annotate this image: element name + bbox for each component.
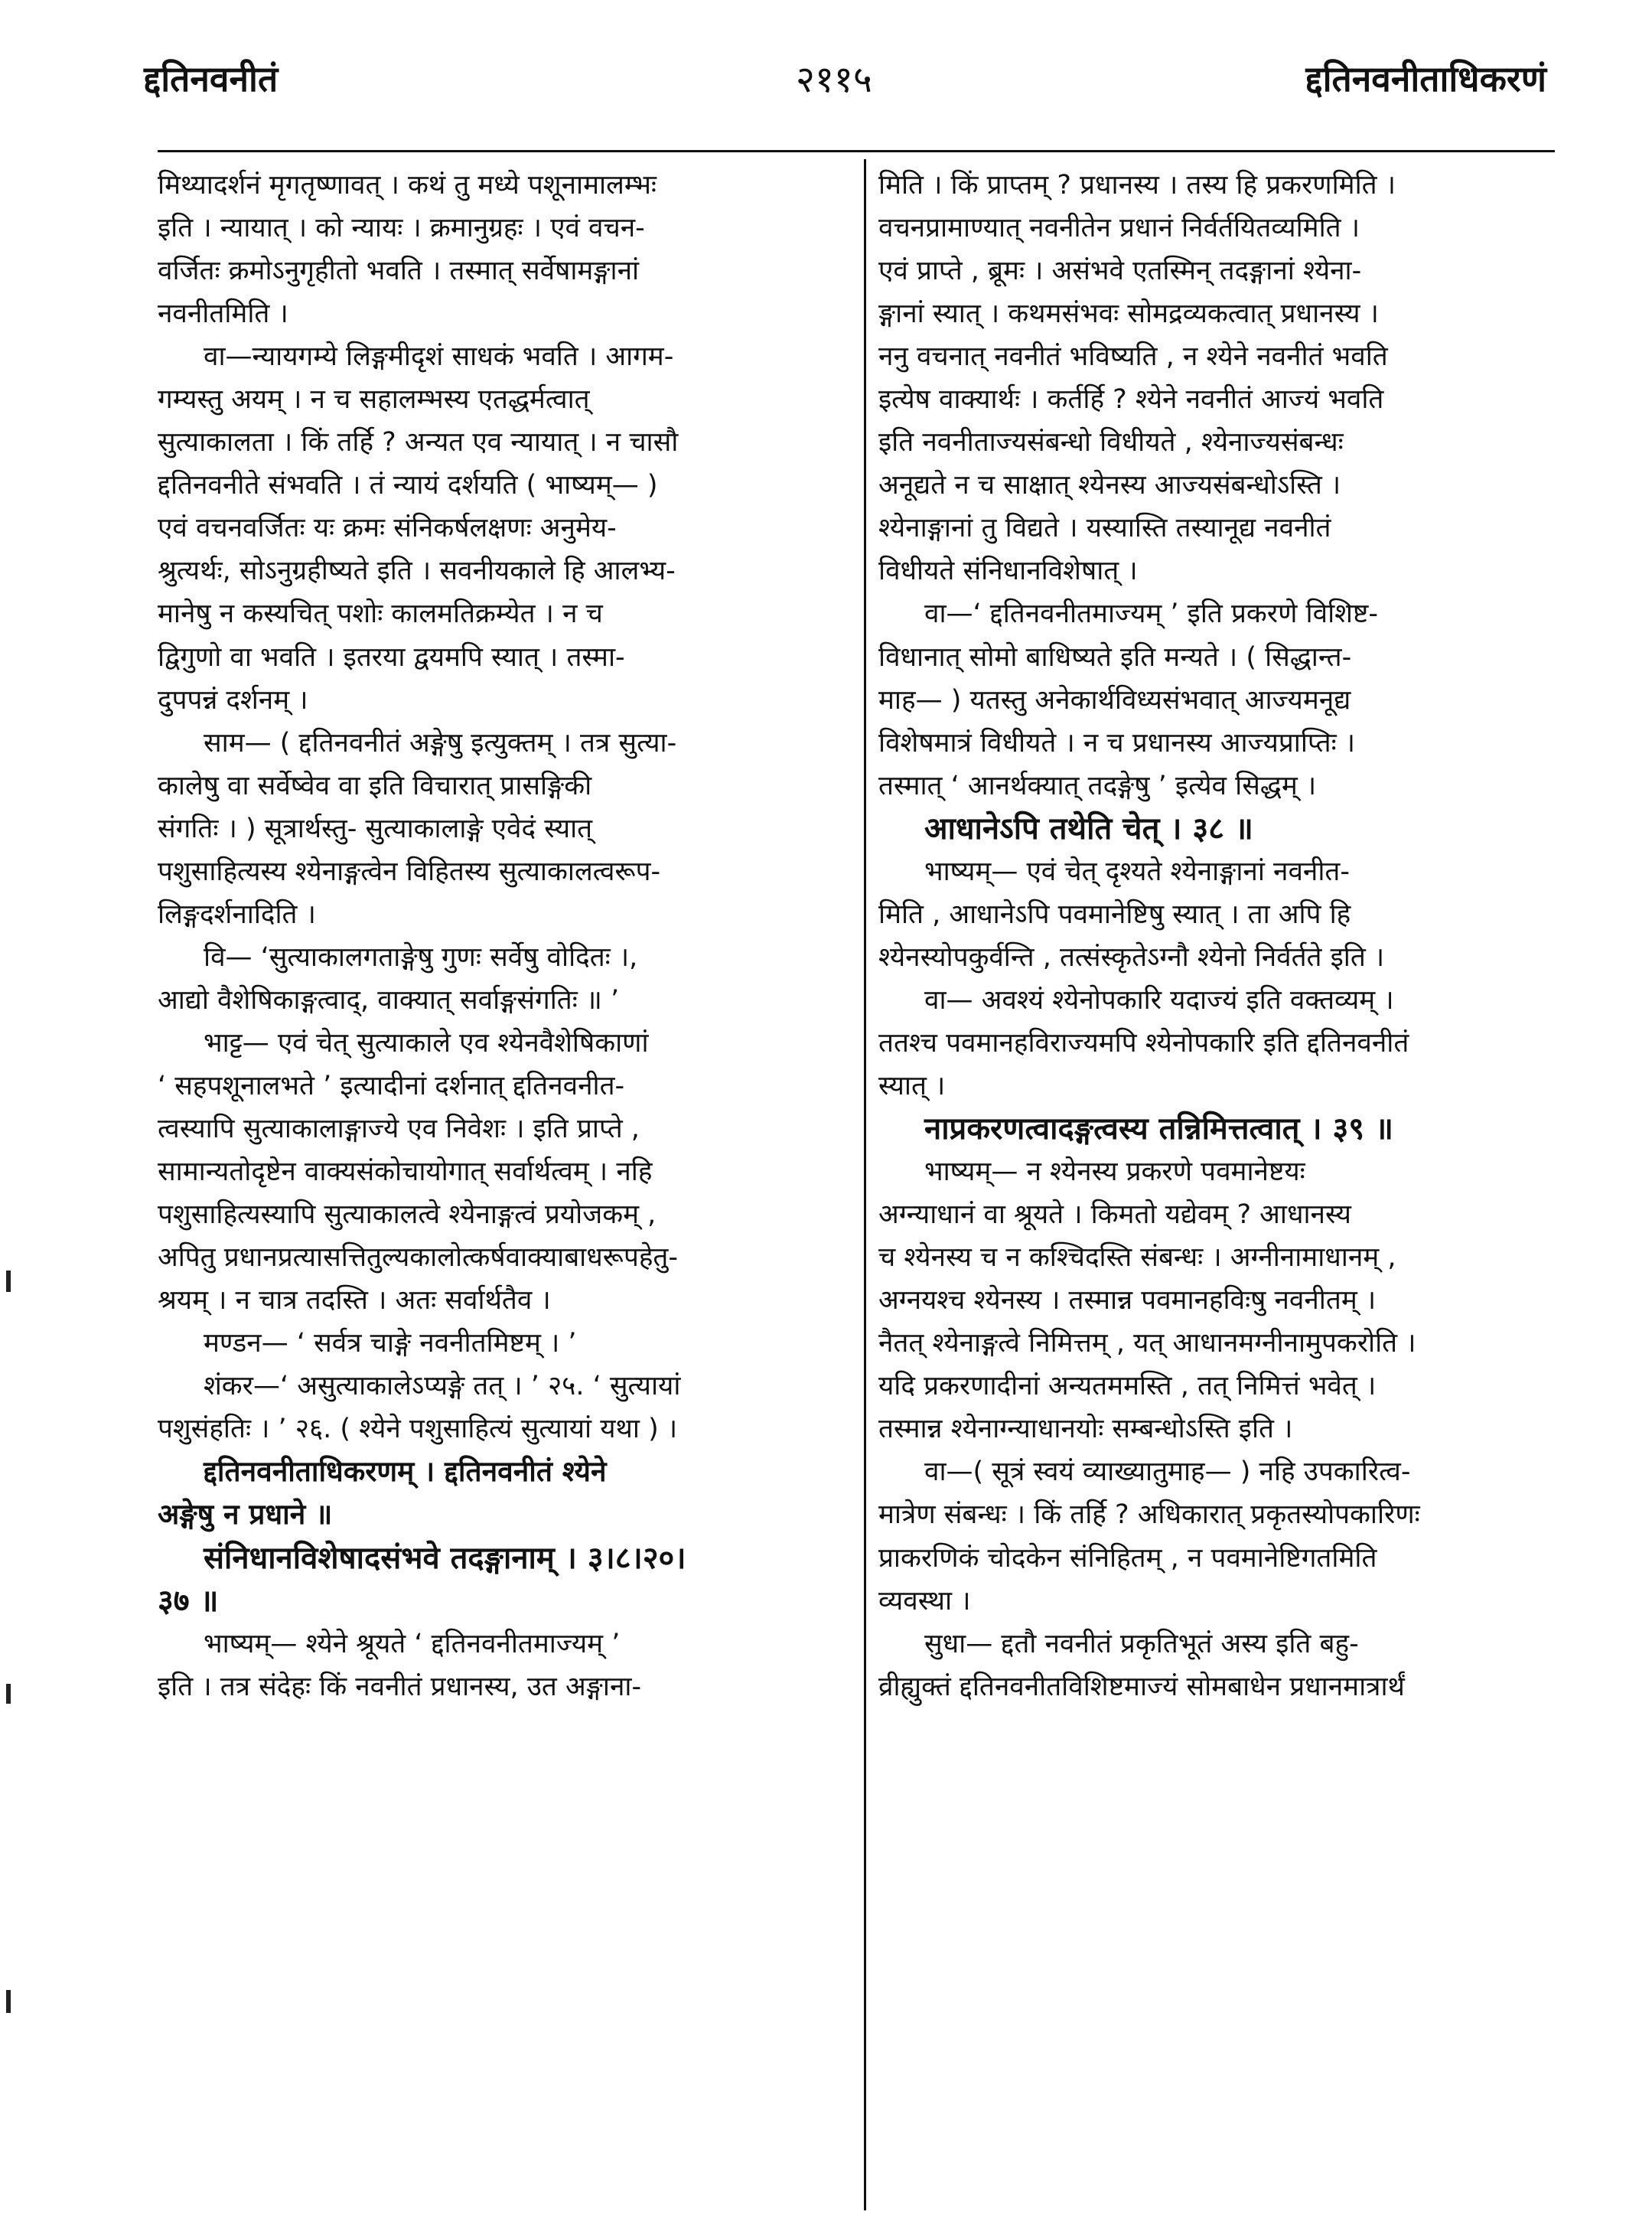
text-line: मात्रेण संबन्धः । किं तर्हि ? अधिकारात् प्रकृतस्योपकारिणः <box>878 1499 1420 1531</box>
text-line: मिति । किं प्राप्तम् ? प्रधानस्य । तस्य हि प्रकरणमिति । <box>878 170 1396 201</box>
text-line: आद्यो वैशेषिकाङ्गत्वाद्, वाक्यात् सर्वाङ्गसंगतिः ॥ ’ <box>158 984 620 1016</box>
text-line: सुत्याकालता । किं तर्हि ? अन्यत एव न्यायात् । न चासौ <box>158 427 679 458</box>
text-line: इति । न्यायात् । को न्यायः । क्रमानुग्रहः । एवं वचन- <box>158 213 645 244</box>
text-line: पशुसंहतिः । ’ २६. ( श्येने पशुसाहित्यं सुत्यायां यथा ) । <box>158 1414 678 1445</box>
running-head-left: द्दतिनवनीतं <box>144 58 279 99</box>
text-line: त्वस्यापि सुत्याकालाङ्गाज्ये एव निवेशः । इति प्राप्ते , <box>158 1114 640 1145</box>
adhikarana-heading: द्दतिनवनीताधिकरणम् । द्दतिनवनीतं श्येने <box>204 1455 607 1489</box>
text-line: पशुसाहित्यस्यापि सुत्याकालत्वे श्येनाङ्गत्वं प्रयोजकम् , <box>158 1199 657 1231</box>
text-line: संगतिः । ) सूत्रार्थस्तु- सुत्याकालाङ्गे एवेदं स्यात् <box>158 813 593 844</box>
margin-mark <box>6 1990 11 2013</box>
sutra-heading: आधानेऽपि तथेति चेत् । ३८ ॥ <box>924 811 1253 847</box>
text-line: मण्डन— ‘ सर्वत्र चाङ्गे नवनीतमिष्टम् । ’ <box>204 1328 577 1359</box>
text-line: मिथ्यादर्शनं मृगतृष्णावत् । कथं तु मध्ये पशूनामालम्भः <box>158 170 657 201</box>
text-line: श्रयम् । न चात्र तदस्ति । अतः सर्वार्थतैव । <box>158 1285 551 1316</box>
text-line: कालेषु वा सर्वेष्वेव वा इति विचारात् प्रासङ्गिकी <box>158 770 592 801</box>
text-line: सुधा— द्दतौ नवनीतं प्रकृतिभूतं अस्य इति बहु- <box>924 1628 1359 1659</box>
column-divider <box>864 159 866 2210</box>
text-line: इत्येष वाक्यार्थः । कर्तर्हि ? श्येने नवनीतं आज्यं भवति <box>878 384 1384 416</box>
text-line: वि— ‘सुत्याकालगताङ्गेषु गुणः सर्वेषु वोदितः ।, <box>204 941 638 973</box>
text-line: भाट्ट— एवं चेत् सुत्याकाले एव श्येनवैशेषिकाणां <box>204 1027 649 1059</box>
page-number: २११५ <box>796 58 872 101</box>
text-line: शंकर—‘ असुत्याकालेऽप्यङ्गे तत् । ’ २५. ‘ सुत्यायां <box>204 1371 681 1402</box>
text-line: द्दतिनवनीते संभवति । तं न्यायं दर्शयति ( भाष्यम्— ) <box>158 470 658 501</box>
header-rule <box>158 150 1555 152</box>
text-line: ङ्गानां स्यात् । कथमसंभवः सोमद्रव्यकत्वात् प्रधानस्य । <box>878 298 1379 330</box>
left-column <box>158 164 850 1708</box>
text-line: ननु वचनात् नवनीतं भविष्यति , न श्येने नवनीतं भवति <box>878 341 1388 373</box>
text-line: विधानात् सोमो बाधिष्यते इति मन्यते । ( सिद्धान्त- <box>878 641 1352 673</box>
text-line: प्राकरणिकं चोदकेन संनिहितम् , न पवमानेष्टिगतमिति <box>878 1542 1377 1574</box>
text-line: श्रुत्यर्थः, सोऽनुग्रहीष्यते इति । सवनीयकाले हि आलभ्य- <box>158 556 676 587</box>
text-line: इति नवनीताज्यसंबन्धो विधीयते , श्येनाज्यसंबन्धः <box>878 427 1344 458</box>
text-line: अपितु प्रधानप्रत्यासत्तितुल्यकालोत्कर्षवाक्याबाधरूपहेतु- <box>158 1242 679 1274</box>
text-line: भाष्यम्— न श्येनस्य प्रकरणे पवमानेष्टयः <box>924 1156 1305 1188</box>
text-line: पशुसाहित्यस्य श्येनाङ्गत्वेन विहितस्य सुत्याकालत्वरूप- <box>158 856 661 887</box>
right-column <box>878 164 1566 1708</box>
text-line: अग्नयश्च श्येनस्य । तस्मान्न पवमानहविःषु नवनीतम् । <box>878 1285 1377 1316</box>
text-line: एवं वचनवर्जितः यः क्रमः संनिकर्षलक्षणः अनुमेय- <box>158 513 617 544</box>
text-line: स्यात् । <box>878 1070 946 1101</box>
text-line: वा—न्यायगम्ये लिङ्गमीदृशं साधकं भवति । आगम- <box>204 341 674 373</box>
text-line: सामान्यतोदृष्टेन वाक्यसंकोचायोगात् सर्वार्थत्वम् । नहि <box>158 1156 653 1188</box>
text-line: अग्न्याधानं वा श्रूयते । किमतो यद्येवम् ? आधानस्य <box>878 1199 1351 1231</box>
text-line: लिङ्गदर्शनादिति । <box>158 899 316 930</box>
text-line: माह— ) यतस्तु अनेकार्थविध्यसंभवात् आज्यमनूद्य <box>878 684 1351 716</box>
text-line: च श्येनस्य च न कश्चिदस्ति संबन्धः । अग्नीनामाधानम् , <box>878 1242 1396 1274</box>
text-line: वचनप्रामाण्यात् नवनीतेन प्रधानं निर्वर्तयितव्यमिति । <box>878 213 1360 244</box>
text-line: नवनीतमिति । <box>158 298 288 330</box>
text-line: तस्मात् ‘ आनर्थक्यात् तदङ्गेषु ’ इत्येव सिद्धम् । <box>878 770 1317 801</box>
text-line: विधीयते संनिधानविशेषात् । <box>878 556 1138 587</box>
text-line: मिति , आधानेऽपि पवमानेष्टिषु स्यात् । ता अपि हि <box>878 899 1351 930</box>
text-line: ‘ सहपशूनालभते ’ इत्यादीनां दर्शनात् द्दतिनवनीत- <box>158 1070 625 1101</box>
text-line: व्यवस्था । <box>878 1585 971 1616</box>
sutra-heading: संनिधानविशेषादसंभवे तदङ्गानाम् । ३।८।२०। <box>204 1540 686 1576</box>
text-line: व्रीह्युक्तं द्दतिनवनीतविशिष्टमाज्यं सोमबाधेन प्रधानमात्रार्थं <box>878 1671 1405 1702</box>
margin-mark <box>6 1684 11 1704</box>
text-line: इति । तत्र संदेहः किं नवनीतं प्रधानस्य, उत अङ्गाना- <box>158 1671 642 1702</box>
text-line: एवं प्राप्ते , ब्रूमः । असंभवे एतस्मिन् तदङ्गानां श्येना- <box>878 256 1362 287</box>
text-line: भाष्यम्— एवं चेत् दृश्यते श्येनाङ्गानां नवनीत- <box>924 856 1350 887</box>
sutra-heading: नाप्रकरणत्वादङ्गत्वस्य तन्निमित्तत्वात् । ३९ ॥ <box>924 1111 1393 1147</box>
text-line: वर्जितः क्रमोऽनुगृहीतो भवति । तस्मात् सर्वेषामङ्गानां <box>158 256 640 287</box>
text-line: द्विगुणो वा भवति । इतरया द्वयमपि स्यात् । तस्मा- <box>158 641 625 673</box>
text-line: अनूद्यते न च साक्षात् श्येनस्य आज्यसंबन्धोऽस्ति । <box>878 470 1341 501</box>
text-line: श्येनस्योपकुर्वन्ति , तत्संस्कृतेऽग्नौ श्येनो निर्वर्तते इति । <box>878 941 1385 973</box>
text-line: दुपपन्नं दर्शनम् । <box>158 684 308 716</box>
text-line: ततश्च पवमानहविराज्यमपि श्येनोपकारि इति द्दतिनवनीतं <box>878 1027 1409 1059</box>
text-line: भाष्यम्— श्येने श्रूयते ‘ द्दतिनवनीतमाज्यम् ’ <box>204 1628 621 1659</box>
text-line: श्येनाङ्गानां तु विद्यते । यस्यास्ति तस्यानूद्य नवनीतं <box>878 513 1331 544</box>
text-line: साम— ( द्दतिनवनीतं अङ्गेषु इत्युक्तम् । तत्र सुत्या- <box>204 727 677 758</box>
text-line: तस्मान्न श्येनाग्न्याधानयोः सम्बन्धोऽस्ति इति । <box>878 1414 1293 1445</box>
text-line: वा—( सूत्रं स्वयं व्याख्यातुमाह— ) नहि उपकारित्व- <box>924 1457 1411 1488</box>
text-line: अङ्गेषु न प्रधाने ॥ <box>158 1498 333 1532</box>
text-line: वा— अवश्यं श्येनोपकारि यदाज्यं इति वक्तव्यम् । <box>924 984 1394 1016</box>
text-line: यदि प्रकरणादीनां अन्यतममस्ति , तत् निमित्तं भवेत् । <box>878 1371 1377 1402</box>
sutra-number: ३७ ॥ <box>158 1583 219 1619</box>
text-line: वा—‘ द्दतिनवनीतमाज्यम् ’ इति प्रकरणे विशिष्ट- <box>924 599 1379 630</box>
text-line: नैतत् श्येनाङ्गत्वे निमित्तम् , यत् आधानमग्नीनामुपकरोति । <box>878 1328 1416 1359</box>
text-line: मानेषु न कस्यचित् पशोः कालमतिक्रम्येत । न च <box>158 599 603 630</box>
text-line: विशेषमात्रं विधीयते । न च प्रधानस्य आज्यप्राप्तिः । <box>878 727 1356 758</box>
margin-mark <box>6 1271 11 1292</box>
running-head-right: द्दतिनवनीताधिकरणं <box>1305 58 1546 99</box>
text-line: गम्यस्तु अयम् । न च सहालम्भस्य एतद्धर्मत्वात् <box>158 384 590 416</box>
